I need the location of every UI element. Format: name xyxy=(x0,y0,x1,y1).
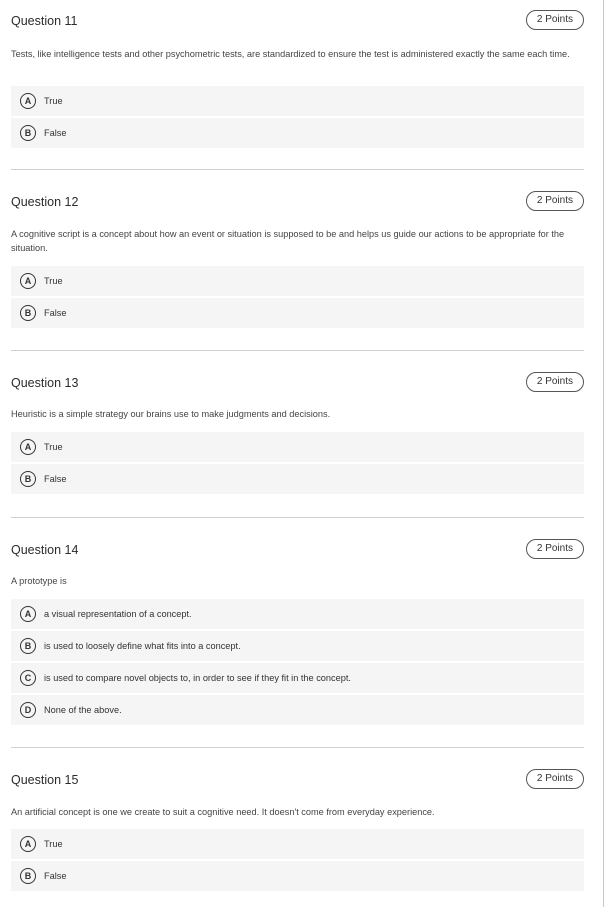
option-text: a visual representation of a concept. xyxy=(44,609,192,619)
question-divider xyxy=(11,169,584,170)
option-a[interactable] xyxy=(11,829,584,859)
option-a[interactable] xyxy=(11,266,584,296)
option-letter-circle: B xyxy=(20,638,36,654)
option-a[interactable] xyxy=(11,599,584,629)
question-divider xyxy=(11,747,584,748)
option-b[interactable] xyxy=(11,631,584,661)
option-b[interactable] xyxy=(11,464,584,494)
question-title: Question 13 xyxy=(11,376,79,390)
option-letter-circle: B xyxy=(20,471,36,487)
question-header xyxy=(11,10,584,34)
answer-options xyxy=(11,432,584,496)
question-text: A cognitive script is a concept about how an event or situation is supposed to be and helps us guide our actions to be appropriate for the situation. xyxy=(11,229,565,253)
points-badge: 2 Points xyxy=(526,769,584,789)
option-letter-circle: A xyxy=(20,606,36,622)
option-letter-circle: B xyxy=(20,125,36,141)
option-letter-circle: C xyxy=(20,670,36,686)
answer-options xyxy=(11,599,584,727)
option-text: False xyxy=(44,128,67,138)
question-title: Question 11 xyxy=(11,14,78,28)
question-13 xyxy=(11,372,584,484)
question-header xyxy=(11,539,584,563)
option-b[interactable] xyxy=(11,861,584,891)
question-header xyxy=(11,769,584,793)
option-d[interactable] xyxy=(11,695,584,725)
points-badge: 2 Points xyxy=(526,372,584,392)
question-11 xyxy=(11,10,584,138)
option-text: True xyxy=(44,442,63,452)
answer-options xyxy=(11,829,584,893)
points-badge: 2 Points xyxy=(526,10,584,30)
option-text: False xyxy=(44,308,67,318)
question-header xyxy=(11,372,584,396)
question-text: Tests, like intelligence tests and other psychometric tests, are standardized to ensure the test is administered exactly the same each time. xyxy=(11,49,570,59)
question-12 xyxy=(11,191,584,318)
option-text: True xyxy=(44,276,63,286)
option-b[interactable] xyxy=(11,118,584,148)
answer-options xyxy=(11,86,584,150)
option-text: is used to compare novel objects to, in order to see if they fit in the concept. xyxy=(44,673,351,683)
question-text: An artificial concept is one we create to suit a cognitive need. It doesn't come from everyday experience. xyxy=(11,807,435,817)
question-title: Question 15 xyxy=(11,773,79,787)
option-letter-circle: D xyxy=(20,702,36,718)
question-15 xyxy=(11,769,584,881)
option-text: True xyxy=(44,839,63,849)
option-text: False xyxy=(44,871,67,881)
option-text: None of the above. xyxy=(44,705,122,715)
question-14 xyxy=(11,539,584,715)
question-text: Heuristic is a simple strategy our brains use to make judgments and decisions. xyxy=(11,409,331,419)
option-letter-circle: B xyxy=(20,305,36,321)
option-c[interactable] xyxy=(11,663,584,693)
answer-options xyxy=(11,266,584,330)
question-text: A prototype is xyxy=(11,576,67,586)
option-a[interactable] xyxy=(11,432,584,462)
option-letter-circle: A xyxy=(20,836,36,852)
question-header xyxy=(11,191,584,215)
question-divider xyxy=(11,517,584,518)
option-b[interactable] xyxy=(11,298,584,328)
option-a[interactable] xyxy=(11,86,584,116)
option-letter-circle: A xyxy=(20,93,36,109)
option-text: False xyxy=(44,474,67,484)
option-letter-circle: B xyxy=(20,868,36,884)
page-right-border xyxy=(603,0,604,907)
option-text: is used to loosely define what fits into a concept. xyxy=(44,641,241,651)
points-badge: 2 Points xyxy=(526,191,584,211)
question-title: Question 12 xyxy=(11,195,79,209)
option-letter-circle: A xyxy=(20,439,36,455)
points-badge: 2 Points xyxy=(526,539,584,559)
option-text: True xyxy=(44,96,63,106)
option-letter-circle: A xyxy=(20,273,36,289)
question-title: Question 14 xyxy=(11,543,79,557)
question-divider xyxy=(11,350,584,351)
